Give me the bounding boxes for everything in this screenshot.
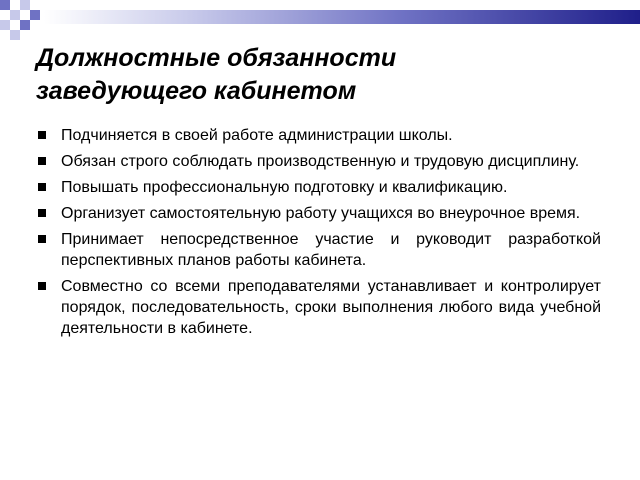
square-bullet-icon	[38, 282, 46, 290]
slide-title	[36, 42, 616, 108]
decor-square	[20, 20, 30, 30]
decor-square	[0, 20, 10, 30]
slide-title-line-2: заведующего кабинетом	[36, 77, 357, 105]
list-item-text: Повышать профессиональную подготовку и квалификацию.	[61, 179, 508, 196]
decor-square	[10, 30, 20, 40]
decor-square	[10, 10, 20, 20]
square-bullet-icon	[38, 131, 46, 139]
square-bullet-icon	[38, 157, 46, 165]
list-item	[36, 177, 601, 198]
square-bullet-icon	[38, 209, 46, 217]
list-item	[36, 125, 601, 146]
square-bullet-icon	[38, 235, 46, 243]
list-item-text: Организует самостоятельную работу учащихся во внеурочное время.	[61, 205, 581, 222]
decor-square	[0, 0, 10, 10]
slide-title-line-1: Должностные обязанности	[36, 44, 397, 72]
list-item-text: Подчиняется в своей работе администрации школы.	[61, 127, 453, 144]
list-item	[36, 276, 601, 339]
list-item	[36, 151, 601, 172]
square-bullet-icon	[38, 183, 46, 191]
list-item	[36, 203, 601, 224]
list-item-text: Совместно со всеми преподавателями устанавливает и контролирует порядок, последовательность, сроки выполнения любого вида учебной деятельности в кабинете.	[61, 278, 601, 337]
header-gradient-band	[44, 10, 640, 24]
duties-list	[36, 125, 601, 344]
decor-square	[30, 10, 40, 20]
decor-square	[20, 0, 30, 10]
list-item-text: Принимает непосредственное участие и руководит разработкой перспективных планов работы кабинета.	[61, 231, 601, 269]
list-item	[36, 229, 601, 271]
list-item-text: Обязан строго соблюдать производственную и трудовую дисциплину.	[61, 153, 580, 170]
